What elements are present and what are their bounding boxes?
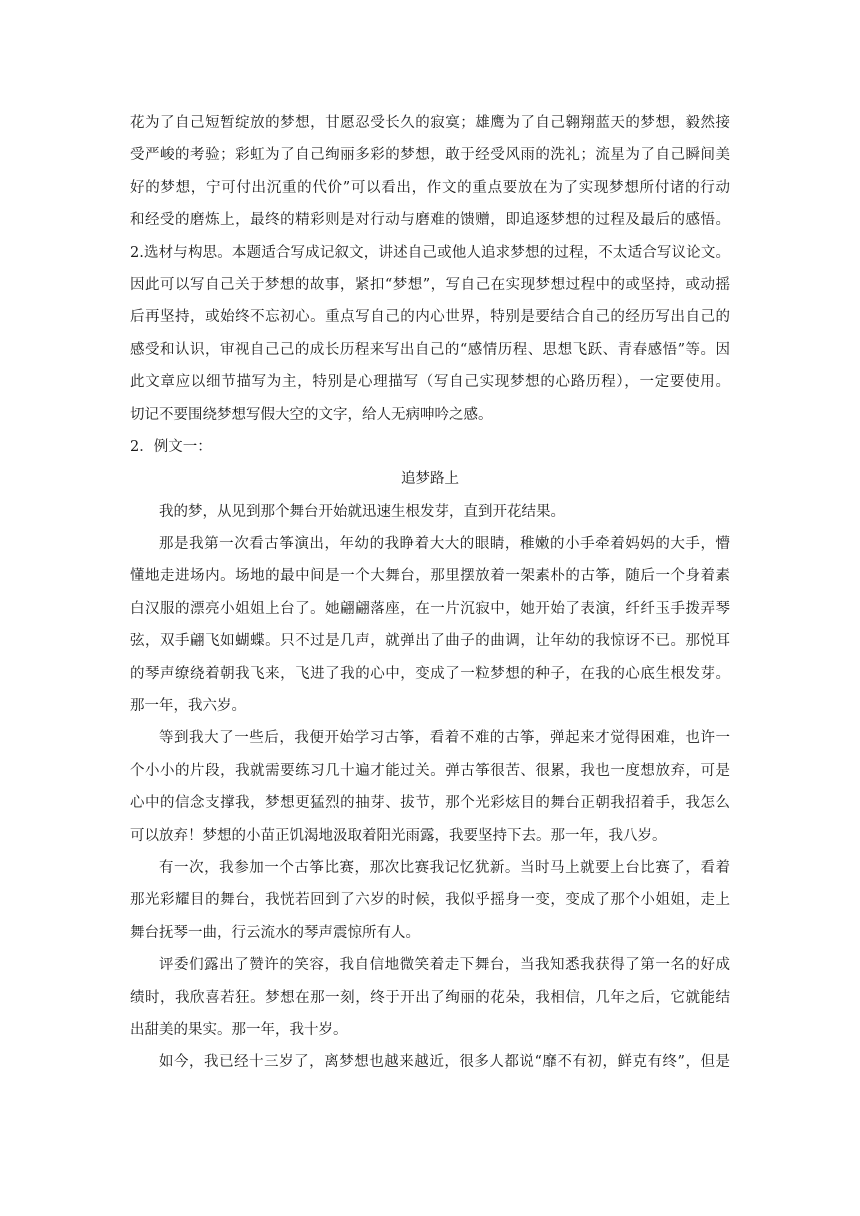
text-line: 此文章应以细节描写为主，特别是心理描写（写自己实现梦想的心路历程），一定要使用。 [130, 374, 730, 391]
text-line: 花为了自己短暂绽放的梦想，甘愿忍受长久的寂寞；雄鹰为了自己翱翔蓝天的梦想，毅然接 [130, 115, 730, 131]
text-line: 2.选材与构思。本题适合写成记叙文，讲述自己或他人追求梦想的过程，不太适合写议论文。 [130, 244, 730, 261]
text-line: 绩时，我欣喜若狂。梦想在那一刻，终于开出了绚丽的花朵，我相信，几年之后，它就能结 [130, 989, 730, 1006]
text-line: 那一年，我六岁。 [130, 698, 246, 715]
text-line: 切记不要围绕梦想写假大空的文字，给人无病呻吟之感。 [130, 406, 493, 423]
section-heading: 2．例文一： [130, 438, 212, 455]
essay-title: 追梦路上 [401, 471, 459, 488]
text-line: 心中的信念支撑我，梦想更猛烈的抽芽、拔节，那个光彩炫目的舞台正朝我招着手，我怎么 [130, 795, 730, 812]
paragraph-start: 等到我大了一些后，我便开始学习古筝，看着不难的古筝，弹起来才觉得困难，也许一 [159, 730, 730, 747]
paragraph-start: 评委们露出了赞许的笑容，我自信地微笑着走下舞台，当我知悉我获得了第一名的好成 [159, 957, 730, 974]
text-line: 好的梦想，宁可付出沉重的代价”可以看出，作文的重点要放在为了实现梦想所付诸的行动 [130, 179, 730, 196]
document-body [130, 107, 730, 1079]
paragraph-start: 我的梦，从见到那个舞台开始就迅速生根发芽，直到开花结果。 [159, 503, 565, 520]
text-line: 感受和认识，审视自己己的成长历程来写出自己的“感情历程、思想飞跃、青春感悟”等。因 [130, 341, 730, 358]
paragraph-start: 那是我第一次看古筝演出，年幼的我睁着大大的眼睛，稚嫩的小手牵着妈妈的大手，懵 [159, 536, 730, 553]
text-line: 那光彩耀目的舞台，我恍若回到了六岁的时候，我似乎摇身一变，变成了那个小姐姐，走上 [130, 892, 730, 909]
text-line: 后再坚持，或始终不忘初心。重点写自己的内心世界，特别是要结合自己的经历写出自己的 [130, 309, 730, 326]
text-line: 弦，双手翩飞如蝴蝶。只不过是几声，就弹出了曲子的曲调，让年幼的我惊讶不已。那悦耳 [130, 633, 730, 650]
paragraph-start: 如今，我已经十三岁了，离梦想也越来越近，很多人都说“靡不有初，鲜克有终”，但是 [159, 1054, 730, 1071]
text-line: 的琴声缭绕着朝我飞来，飞进了我的心中，变成了一粒梦想的种子，在我的心底生根发芽。 [130, 665, 730, 682]
text-line: 可以放弃！梦想的小苗正饥渴地汲取着阳光雨露，我要坚持下去。那一年，我八岁。 [130, 827, 667, 844]
text-line: 舞台抚琴一曲，行云流水的琴声震惊所有人。 [130, 924, 420, 941]
text-line: 受严峻的考验；彩虹为了自己绚丽多彩的梦想，敢于经受风雨的洗礼；流星为了自己瞬间美 [130, 147, 730, 164]
text-line: 懂地走进场内。场地的最中间是一个大舞台，那里摆放着一架素朴的古筝，随后一个身着素 [130, 568, 730, 585]
paragraph-start: 有一次，我参加一个古筝比赛，那次比赛我记忆犹新。当时马上就要上台比赛了，看着 [159, 859, 730, 876]
text-line: 白汉服的漂亮小姐姐上台了。她翩翩落座，在一片沉寂中，她开始了表演，纤纤玉手拨弄琴 [130, 600, 730, 617]
text-line: 因此可以写自己关于梦想的故事，紧扣“梦想”，写自己在实现梦想过程中的或坚持，或动摇 [130, 276, 730, 293]
text-line: 个小小的片段，我就需要练习几十遍才能过关。弹古筝很苦、很累，我也一度想放弃，可是 [130, 762, 730, 779]
text-line: 和经受的磨炼上，最终的精彩则是对行动与磨难的馈赠，即追逐梦想的过程及最后的感悟。 [130, 212, 730, 229]
text-line: 出甜美的果实。那一年，我十岁。 [130, 1021, 348, 1038]
